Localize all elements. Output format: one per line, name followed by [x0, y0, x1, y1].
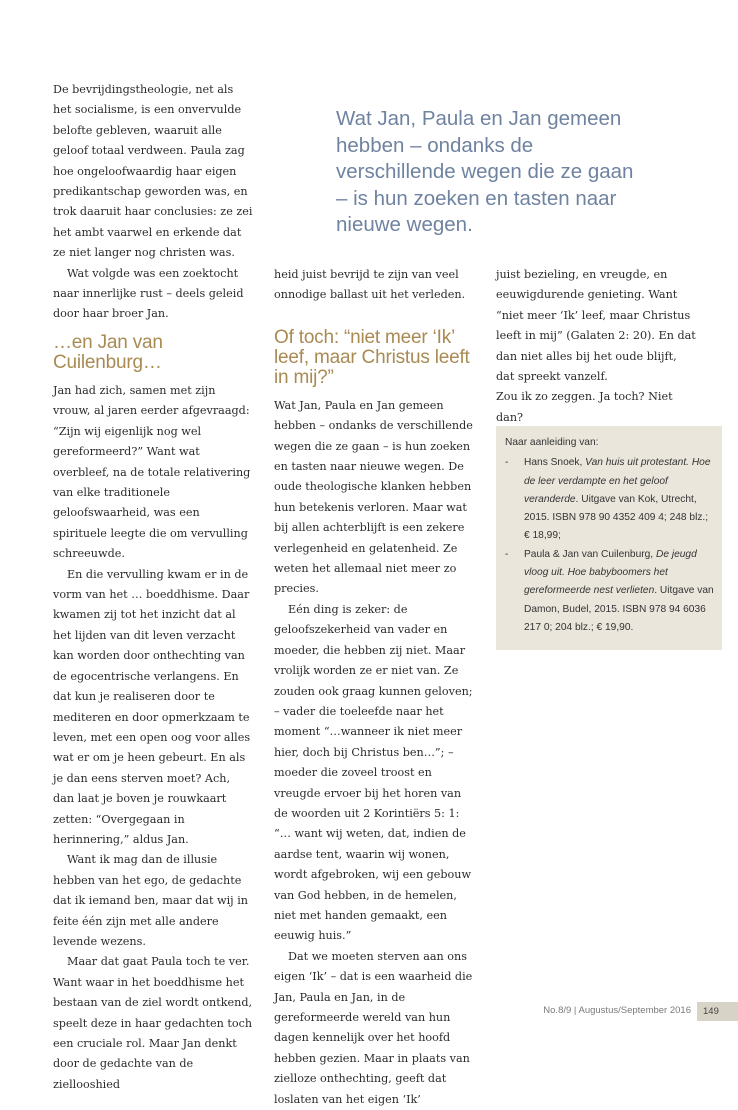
page-number: 149 [697, 1002, 738, 1021]
paragraph: Maar dat gaat Paula toch te ver. Want waar in het boeddhisme het bestaan van de ziel wordt ontkend, speelt deze in haar gedachten toch een cruciale rol. Maar Jan denkt door de gedachte van de ziellooshied [53, 955, 253, 1091]
reference-entry [505, 546, 714, 637]
reference-title: De jeugd vloog uit. Hoe babyboomers het gereformeerde nest verlieten [524, 548, 697, 597]
reference-details: . Uitgave van Damon, Budel, 2015. ISBN 978 94 6036 217 0; 204 blz.; € 19,90. [524, 585, 714, 633]
reference-details: . Uitgave van Kok, Utrecht, 2015. ISBN 978 90 4352 409 4; 248 blz.; € 18,99; [524, 493, 709, 542]
paragraph: Zou ik zo zeggen. Ja toch? Niet dan? [496, 390, 673, 424]
paragraph: Eén ding is zeker: de geloofszekerheid van vader en moeder, die hebben zij niet. Maar vrolijk worden ze er niet van. Ze zouden ook graag kunnen geloven; – vader die toeleefde naar het moment “…wanneer ik niet meer hier, doch bij Christus ben…”; – moeder die zoveel troost en vreugde ervoer bij het horen van de woorden uit 2 Korintiërs 5: 1: “… want wij weten, dat, indien de aardse tent, waarin wij wonen, wordt afgebroken, wij een gebouw van God hebben, in de hemelen, niet met handen gemaakt, een eeuwig huis.” [274, 602, 473, 943]
paragraph: De bevrijdingstheologie, net als het socialisme, is een onvervulde belofte gebleven, waaruit alle geloof totaal verdween. Paula zag hoe ongeloofwaardig haar eigen predikantschap geworden was, en trok daaruit haar conclusies: ze zei het ambt vaarwel en erkende dat ze niet langer nog christen was. [53, 83, 253, 260]
paragraph: Dat we moeten sterven aan ons eigen ‘Ik’ – dat is een waarheid die Jan, Paula en Jan, in de gereformeerde wereld van hun dagen kennelijk over het hoofd hebben gezien. Maar in plaats van zielloze onthechting, geeft dat loslaten van het eigen ‘Ik’ [274, 949, 473, 1106]
paragraph: Wat volgde was een zoektocht naar innerlijke rust – deels geleid door haar broer Jan. [53, 266, 244, 321]
list-dash: - [505, 548, 509, 560]
column-1-section [53, 333, 253, 1095]
sidebar-title: Naar aanleiding van: [505, 437, 599, 448]
column-3 [496, 265, 696, 428]
sidebar-references [496, 426, 722, 650]
column-2 [274, 265, 478, 1110]
pull-quote: Wat Jan, Paula en Jan gemeen hebben – ondanks de verschillende wegen die ze gaan – is hun zoeken en tasten naar nieuwe wegen. [336, 107, 634, 236]
paragraph: Wat Jan, Paula en Jan gemeen hebben – ondanks de verschillende wegen die ze gaan – is hun zoeken en tasten naar nieuwe wegen. De oude theologische klanken hebben hun betekenis verloren. Maar wat bij allen achterblijft is een zekere verlegenheid en gelatenheid. Ze weten het allemaal niet meer zo precies. [274, 398, 473, 596]
reference-title: Van huis uit protestant. Hoe de leer verdampte en het geloof veranderde [524, 457, 711, 505]
section-heading: …en Jan van Cuilenburg… [53, 332, 163, 373]
paragraph: Jan had zich, samen met zijn vrouw, al jaren eerder afgevraagd: “Zijn wij eigenlijk nog wel gereformeerd?” Want wat overbleef, na de totale relativering van elke traditionele geloofswaarheid, was een spirituele leegte die om vervulling schreeuwde. [53, 384, 251, 561]
issue-label: No.8/9 | Augustus/September 2016 [543, 1005, 691, 1016]
paragraph: En die vervulling kwam er in de vorm van het … boeddhisme. Daar kwamen zij tot het inzicht dat al het lijden van dit leven verzacht kan worden door onthechting van de egocentrische verlangens. En dat kun je realiseren door te mediteren en door opmerkzaam te leven, met een open oog voor alles wat er om je heen gebeurt. En als je dan eens sterven moet? Ach, dan laat je boven je rouwkaart zetten: “Overgegaan in herinnering,” aldus Jan. [53, 567, 251, 846]
paragraph: juist bezieling, en vreugde, en eeuwigdurende genieting. Want “niet meer ‘Ik’ leef, maar Christus leeft in mij” (Galaten 2: 20). En dat dan niet alles bij het oude blijft, dat spreekt vanzelf. [496, 268, 696, 384]
paragraph: heid juist bevrijd te zijn van veel onnodige ballast uit het verleden. [274, 268, 466, 302]
section-heading: Of toch: “niet meer ‘Ik’ leef, maar Christus leeft in mij?” [274, 326, 470, 388]
reference-author: Hans Snoek, [524, 457, 586, 469]
list-dash: - [505, 457, 509, 469]
paragraph: Want ik mag dan de illusie hebben van het ego, de gedachte dat ik iemand ben, maar dat wij in feite één zijn met alle andere levende wezens. [53, 853, 248, 948]
column-1 [53, 80, 253, 325]
reference-entry [505, 454, 714, 545]
reference-author: Paula & Jan van Cuilenburg, [524, 548, 656, 560]
